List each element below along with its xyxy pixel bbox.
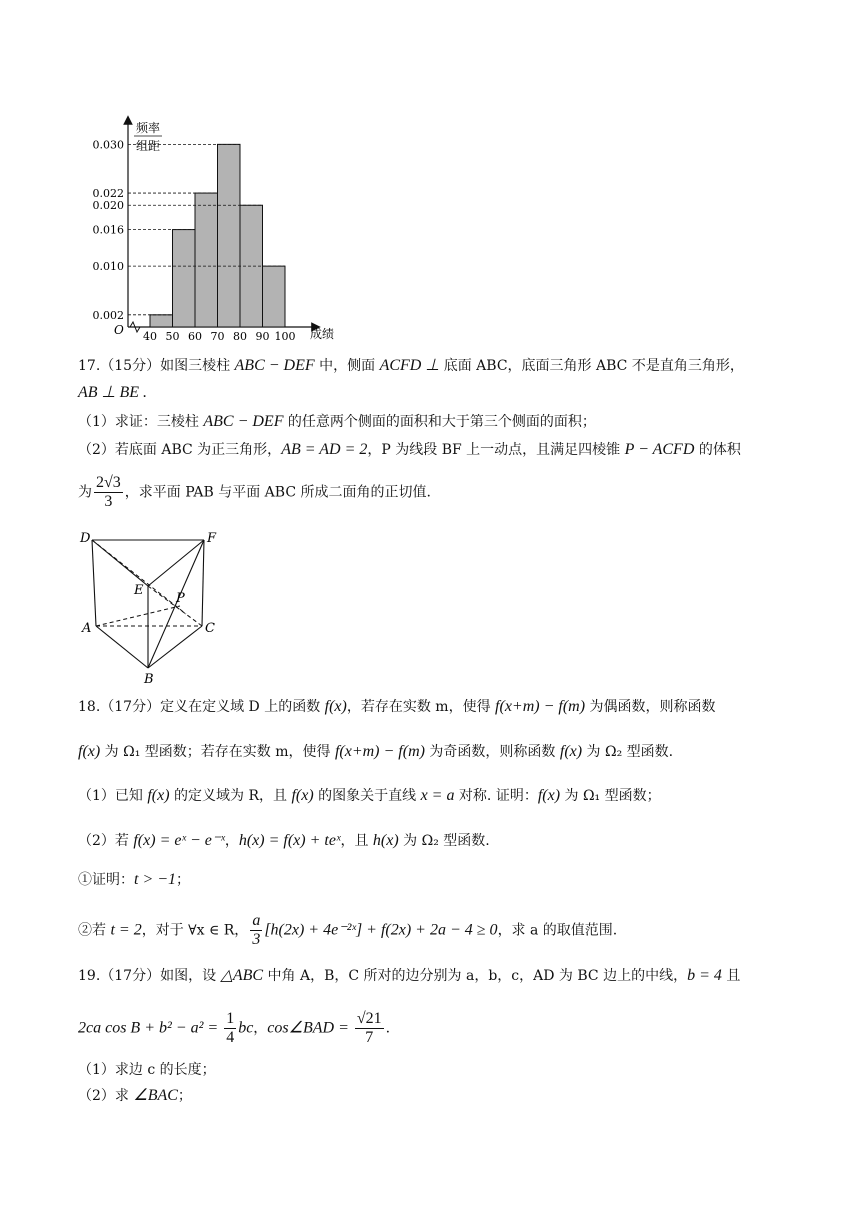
vertex-B: B <box>144 672 154 684</box>
y-tick-label: 0.016 <box>92 223 124 237</box>
q18-part-2: （2）若 f(x) = eˣ − e⁻ˣ，h(x) = f(x) + teˣ，且 h(x) 为 Ω₂ 型函数. <box>78 832 490 849</box>
q19-line-2: 2ca cos B + b² − a² = $\frac{1}{4}$ bc，cos∠BAD = $\frac{√21}{7}$ . <box>78 1010 391 1046</box>
histogram-bar <box>195 193 218 327</box>
y-label-top: 频率 <box>136 121 161 135</box>
origin-label: O <box>114 323 124 337</box>
q18-part-1: （1）已知 f(x) 的定义域为 R，且 f(x) 的图象关于直线 x = a 对称. 证明：f(x) 为 Ω₁ 型函数； <box>78 787 661 804</box>
x-label: 成绩 <box>310 327 335 341</box>
x-tick-label: 80 <box>233 330 247 343</box>
q17-part-2-cont: 为 $\frac{2√3}{3}$ ，求平面 PAB 与平面 ABC 所成二面角的正切值. <box>78 474 431 510</box>
histogram-bar <box>173 230 196 327</box>
y-tick-label: 0.010 <box>92 260 124 274</box>
fraction: $\frac{√21}{7}$ <box>356 1010 382 1046</box>
y-label-bottom: 组距 <box>136 139 161 153</box>
q17-part-1: （1）求证：三棱柱 ABC − DEF 的任意两个侧面的面积和大于第三个侧面的面积； <box>78 413 596 430</box>
histogram-bar <box>218 144 241 327</box>
x-tick-label: 90 <box>255 330 270 343</box>
y-tick-label: 0.020 <box>92 199 124 213</box>
q18-sub-1: ①证明：t > −1； <box>78 871 191 888</box>
q19-line-1: 19.（17分）如图，设 △ABC 中角 A，B，C 所对的边分别为 a，b，c，AD 为 BC 边上的中线，b = 4 且 <box>78 967 741 984</box>
q17-line-2: AB ⊥ BE . <box>78 384 148 401</box>
x-tick-label: 70 <box>210 330 225 343</box>
vertex-A: A <box>82 621 92 636</box>
q18-line-2: f(x) 为 Ω₁ 型函数；若存在实数 m，使得 f(x+m) − f(m) 为奇函数，则称函数 f(x) 为 Ω₂ 型函数. <box>78 743 674 760</box>
fraction: $\frac{2√3}{3}$ <box>96 474 121 510</box>
x-tick-label: 100 <box>274 330 296 343</box>
q17-part-2: （2）若底面 ABC 为正三角形，AB = AD = 2，P 为线段 BF 上一动点，且满足四棱锥 P − ACFD 的体积 <box>78 441 741 458</box>
y-tick-label: 0.022 <box>92 187 124 201</box>
vertex-D: D <box>80 531 91 546</box>
q18-sub-2: ②若 t = 2，对于 ∀x ∈ R， $\frac{a}{3}$ [h(2x) + 4e⁻²ˣ] + f(2x) + 2a − 4 ≥ 0，求 a 的取值范围. <box>78 912 618 948</box>
q19-part-2: （2）求 ∠BAC； <box>78 1087 192 1104</box>
x-tick-label: 40 <box>143 330 157 343</box>
fraction: $\frac{1}{4}$ <box>226 1010 235 1046</box>
histogram-bar <box>263 266 286 327</box>
vertex-F: F <box>207 531 217 546</box>
q18-line-1: 18.（17分）定义在定义域 D 上的函数 f(x)，若存在实数 m，使得 f(x+m) − f(m) 为偶函数，则称函数 <box>78 698 716 715</box>
y-tick-label: 0.002 <box>92 308 124 322</box>
fraction: $\frac{a}{3}$ <box>252 912 261 948</box>
x-tick-label: 50 <box>165 330 180 343</box>
y-tick-label: 0.030 <box>92 138 124 152</box>
frequency-histogram <box>70 112 350 344</box>
q19-part-1: （1）求边 c 的长度； <box>78 1062 216 1078</box>
vertex-E: E <box>134 583 144 598</box>
prism-figure <box>76 528 226 684</box>
q17-line-1: 17.（15分）如图三棱柱 ABC − DEF 中，侧面 ACFD ⊥ 底面 ABC，底面三角形 ABC 不是直角三角形， <box>78 357 744 374</box>
vertex-P: P <box>176 591 185 606</box>
histogram-bar <box>150 315 173 327</box>
vertex-C: C <box>205 621 215 636</box>
x-tick-label: 60 <box>188 330 202 343</box>
